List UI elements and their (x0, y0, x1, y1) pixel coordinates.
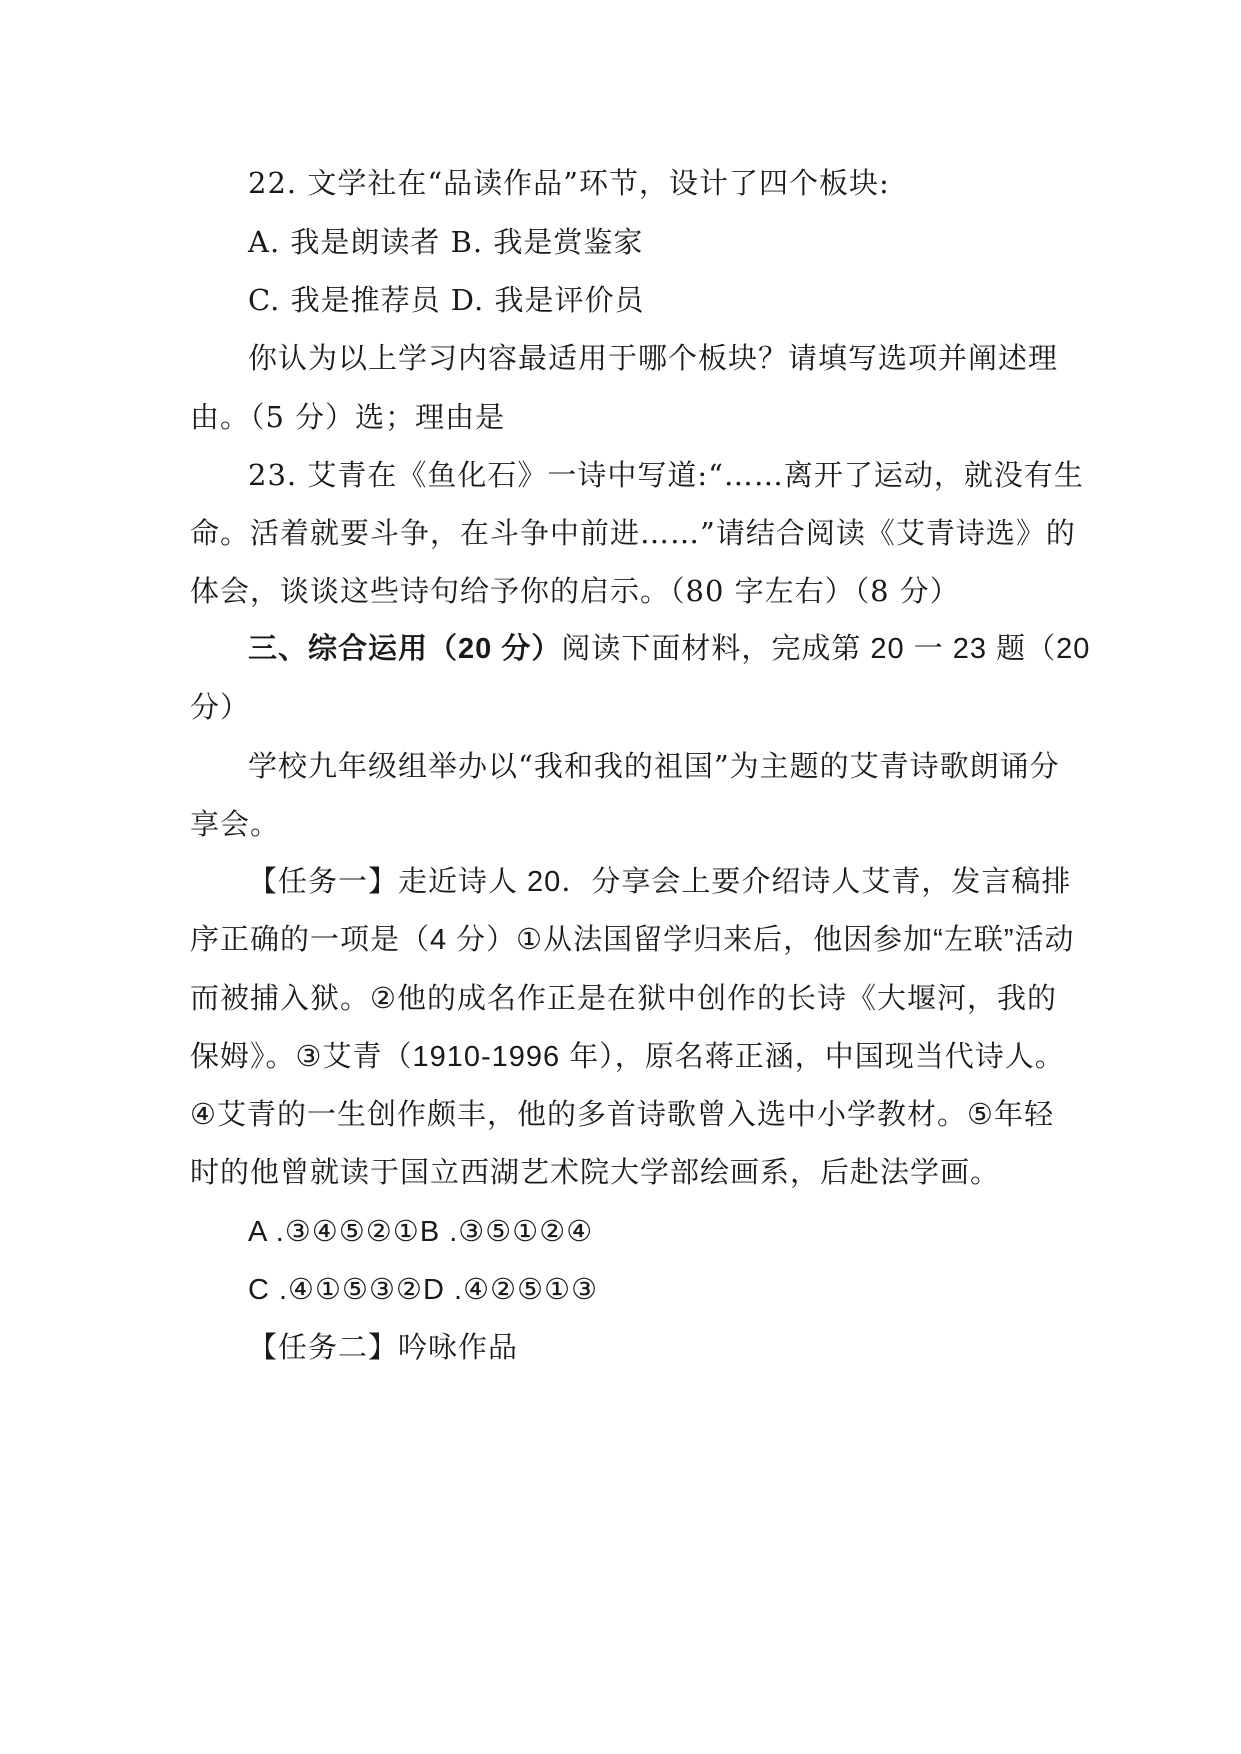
section-3-heading-wrap: 分） (190, 692, 251, 724)
task-1-options-cd: C .④①⑤③②D .④②⑤①③ (248, 1274, 599, 1306)
question-22-stem: 22. 文学社在“品读作品”环节，设计了四个板块: (248, 166, 890, 200)
section-3-heading-bold: 三、综合运用（20 分） (248, 633, 562, 665)
task-1-line-1: 【任务一】走近诗人 20．分享会上要介绍诗人艾青，发言稿排 (248, 866, 1072, 898)
question-22-prompt-line-2: 由。（5 分）选；理由是 (190, 400, 506, 434)
question-23-line-3: 体会，谈谈这些诗句给予你的启示。（80 字左右）（8 分） (190, 574, 960, 608)
question-22-options-cd: C. 我是推荐员 D. 我是评价员 (248, 283, 645, 317)
section-3-intro-line-1: 学校九年级组举办以“我和我的祖国”为主题的艾青诗歌朗诵分 (248, 749, 1060, 783)
task-1-line-2: 序正确的一项是（4 分）①从法国留学归来后，他因参加“左联”活动 (190, 924, 1075, 956)
question-22-options-ab: A. 我是朗读者 B. 我是赏鉴家 (248, 225, 644, 259)
section-3-heading-rest: 阅读下面材料，完成第 20 一 23 题（20 (561, 633, 1091, 665)
task-1-line-4: 保姆》。③艾青（1910-1996 年），原名蒋正涵，中国现当代诗人。 (190, 1041, 1065, 1073)
section-3-intro-line-2: 享会。 (190, 807, 281, 841)
question-22-prompt-line-1: 你认为以上学习内容最适用于哪个板块？请填写选项并阐述理 (248, 341, 1059, 375)
task-1-options-ab: A .③④⑤②①B .③⑤①②④ (248, 1216, 594, 1248)
task-1-line-5: ④艾青的一生创作颇丰，他的多首诗歌曾入选中小学教材。⑤年轻 (190, 1099, 1054, 1131)
question-23-line-2: 命。活着就要斗争，在斗争中前进……”请结合阅读《艾青诗选》的 (190, 516, 1076, 550)
section-3-heading (248, 629, 1090, 669)
task-1-line-3: 而被捕入狱。②他的成名作正是在狱中创作的长诗《大堰河，我的 (190, 983, 1057, 1015)
question-23-line-1: 23. 艾青在《鱼化石》一诗中写道:“……离开了运动，就没有生 (248, 458, 1084, 492)
task-1-line-6: 时的他曾就读于国立西湖艺术院大学部绘画系，后赴法学画。 (190, 1157, 1001, 1189)
task-2-heading: 【任务二】吟咏作品 (248, 1332, 519, 1364)
